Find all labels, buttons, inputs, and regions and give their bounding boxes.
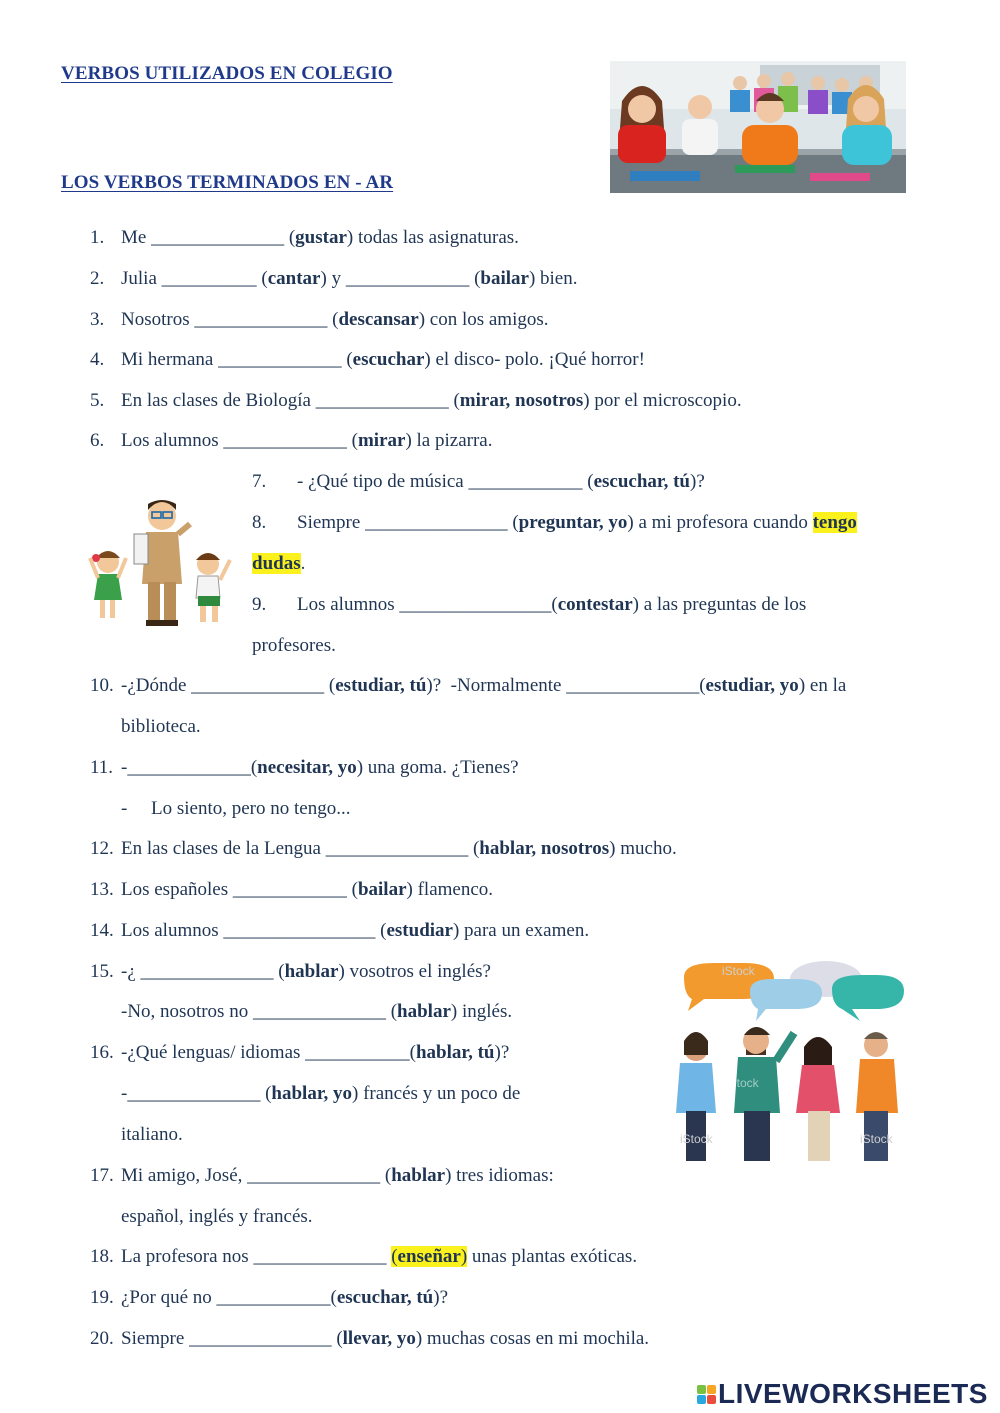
answer-blank[interactable]: ____________: [468, 471, 583, 492]
item-number: 15.: [90, 961, 114, 982]
item-text: Mi hermana: [121, 349, 214, 370]
verb-hint: hablar, tú: [415, 1042, 495, 1063]
item-number: 2.: [90, 268, 105, 289]
answer-blank[interactable]: ______________: [140, 961, 274, 982]
liveworksheets-logo: [697, 1378, 988, 1410]
item-number: 1.: [90, 227, 105, 248]
verb-hint: necesitar, yo: [257, 757, 357, 778]
verb-hint: hablar: [391, 1165, 446, 1186]
verb-hint: cantar: [267, 268, 321, 289]
verb-hint: descansar: [338, 309, 419, 330]
exercise-item: 6. Los alumnos _____________ (mirar) la pizarra.: [90, 430, 493, 451]
item-text: Julia: [121, 268, 157, 289]
exercise-item-continuation: -No, nosotros no ______________ (hablar) inglés.: [121, 1001, 513, 1022]
answer-blank[interactable]: ________________: [223, 920, 376, 941]
answer-blank[interactable]: ______________: [566, 675, 700, 696]
item-number: 17.: [90, 1165, 114, 1186]
exercise-item: 3. Nosotros ______________ (descansar) con los amigos.: [90, 309, 549, 330]
exercise-item-continuation: biblioteca.: [121, 716, 201, 737]
item-text: con los amigos.: [429, 309, 549, 330]
exercise-item: 7. - ¿Qué tipo de música ____________ (escuchar, tú)?: [252, 471, 705, 492]
answer-blank[interactable]: ______________: [247, 1165, 381, 1186]
verb-hint: bailar: [357, 879, 407, 900]
exercise-item-continuation: español, inglés y francés.: [121, 1206, 313, 1227]
exercise-item: 12. En las clases de la Lengua _______________ (hablar, nosotros) mucho.: [90, 838, 677, 859]
item-number: 19.: [90, 1287, 114, 1308]
verb-hint: hablar, yo: [271, 1083, 353, 1104]
watermark-text: iStock: [860, 1132, 893, 1146]
item-text: el disco- polo. ¡Qué horror!: [435, 349, 645, 370]
item-number: 20.: [90, 1328, 114, 1349]
answer-blank[interactable]: ___________: [305, 1042, 410, 1063]
verb-hint: bailar: [480, 268, 529, 289]
item-number: 8.: [252, 512, 267, 533]
item-text: flamenco.: [417, 879, 494, 900]
verb-hint: contestar: [557, 594, 633, 615]
verb-hint: estudiar: [386, 920, 453, 941]
item-text: en la: [809, 675, 847, 696]
item-text: .: [300, 553, 306, 574]
verb-hint: hablar: [397, 1001, 451, 1022]
item-text: ? -Normalmente: [432, 675, 562, 696]
classroom-photo: [610, 61, 906, 193]
exercise-item-continuation: [252, 552, 305, 576]
answer-blank[interactable]: ______________: [315, 390, 449, 411]
item-number: 13.: [90, 879, 114, 900]
item-number: 4.: [90, 349, 105, 370]
item-text: ?: [439, 1287, 449, 1308]
item-text: vosotros el inglés?: [349, 961, 491, 982]
answer-blank[interactable]: _______________: [365, 512, 508, 533]
item-text: -No, nosotros no: [121, 1001, 249, 1022]
exercise-item-continuation: italiano.: [121, 1124, 183, 1145]
exercise-item: 10. -¿Dónde ______________ (estudiar, tú)? -Normalmente ______________(estudiar, yo) en la: [90, 675, 847, 696]
item-text: En las clases de la Lengua: [121, 838, 321, 859]
verb-hint: estudiar, yo: [705, 675, 799, 696]
answer-blank[interactable]: ______________: [252, 1001, 386, 1022]
item-text: Me: [121, 227, 147, 248]
exercise-item: 19. ¿Por qué no ____________(escuchar, tú)?: [90, 1287, 449, 1308]
watermark-text: iStock: [680, 1132, 713, 1146]
answer-blank[interactable]: ______________: [151, 227, 285, 248]
verb-hint: escuchar, tú: [593, 471, 690, 492]
verb-hint: llevar, yo: [342, 1328, 416, 1349]
item-number: 18.: [90, 1246, 114, 1267]
item-text: a mi profesora cuando: [638, 512, 808, 533]
item-text: Los alumnos: [121, 920, 219, 941]
exercise-item: 4. Mi hermana _____________ (escuchar) el disco- polo. ¡Qué horror!: [90, 349, 645, 370]
watermark-text: iStock: [726, 1076, 759, 1090]
item-text: todas las asignaturas.: [357, 227, 519, 248]
item-text: inglés.: [461, 1001, 513, 1022]
item-number: 3.: [90, 309, 105, 330]
logo-text: LIVEWORKSHEETS: [718, 1378, 988, 1409]
exercise-item-continuation: [121, 797, 350, 821]
verb-hint: escuchar, tú: [336, 1287, 434, 1308]
verb-hint: hablar, nosotros: [479, 838, 610, 859]
item-text: a las preguntas de los: [643, 594, 807, 615]
item-number: 5.: [90, 390, 105, 411]
item-text: Los alumnos: [297, 594, 395, 615]
exercise-item-continuation: -______________ (hablar, yo) francés y un poco de: [121, 1083, 521, 1104]
item-number: 14.: [90, 920, 114, 941]
highlighted-word: tengo: [812, 512, 857, 533]
item-text: Los españoles: [121, 879, 229, 900]
verb-hint: gustar: [295, 227, 347, 248]
answer-blank[interactable]: _____________: [127, 757, 251, 778]
answer-blank[interactable]: ______________: [127, 1083, 261, 1104]
watermark-text: iStock: [722, 964, 755, 978]
answer-blank[interactable]: _____________: [218, 349, 342, 370]
answer-blank[interactable]: ______________: [191, 675, 325, 696]
people-talking-illustration: [664, 957, 912, 1165]
highlighted-verb-hint: (enseñar): [391, 1246, 468, 1267]
exercise-item: 5. En las clases de Biología ______________ (mirar, nosotros) por el microscopio.: [90, 390, 742, 411]
item-text: Los alumnos: [121, 430, 219, 451]
item-text: En las clases de Biología: [121, 390, 311, 411]
item-text: la pizarra.: [416, 430, 493, 451]
verb-hint: hablar: [284, 961, 339, 982]
exercise-item: 13. Los españoles ____________ (bailar) flamenco.: [90, 879, 494, 900]
item-text: muchas cosas en mi mochila.: [426, 1328, 650, 1349]
verb-hint: enseñar: [397, 1246, 461, 1267]
item-number: 9.: [252, 594, 267, 615]
liveworksheets-logo-icon: [697, 1385, 716, 1404]
item-number: 16.: [90, 1042, 114, 1063]
item-text: bien.: [540, 268, 578, 289]
item-text: - ¿Qué tipo de música: [297, 471, 464, 492]
item-text: para un examen.: [464, 920, 590, 941]
item-number: 11.: [90, 757, 114, 778]
item-text: -: [121, 757, 128, 778]
answer-blank[interactable]: _____________: [223, 430, 347, 451]
section-subtitle: LOS VERBOS TERMINADOS EN - AR: [61, 172, 394, 193]
answer-blank[interactable]: _______________: [189, 1328, 332, 1349]
verb-hint: mirar, nosotros: [459, 390, 584, 411]
exercise-item: 20. Siempre _______________ (llevar, yo) muchas cosas en mi mochila.: [90, 1328, 650, 1349]
answer-blank[interactable]: ________________: [399, 594, 552, 615]
exercise-item: 8. Siempre _______________ (preguntar, yo) a mi profesora cuando tengo: [252, 512, 857, 533]
item-text: ?: [696, 471, 705, 492]
exercise-item: 17. Mi amigo, José, ______________ (hablar) tres idiomas:: [90, 1165, 554, 1186]
item-text: Lo siento, pero no tengo...: [151, 798, 351, 819]
item-text: francés y un poco de: [363, 1083, 521, 1104]
item-text: -¿Dónde: [121, 675, 187, 696]
exercise-item: 11. -_____________(necesitar, yo) una goma. ¿Tienes?: [90, 757, 519, 778]
answer-blank[interactable]: _______________: [325, 838, 469, 859]
exercise-item: 9. Los alumnos ________________(contestar) a las preguntas de los: [252, 594, 807, 615]
item-text: ?: [500, 1042, 510, 1063]
answer-blank[interactable]: ____________: [216, 1287, 331, 1308]
item-text: Siempre: [297, 512, 361, 533]
item-text: ¿Por qué no: [121, 1287, 212, 1308]
item-text: Nosotros: [121, 309, 190, 330]
verb-hint: preguntar, yo: [518, 512, 628, 533]
teacher-cartoon: [84, 494, 236, 636]
highlighted-word: dudas: [252, 553, 301, 574]
item-text: y: [331, 268, 342, 289]
item-number: 10.: [90, 675, 114, 696]
item-number: 6.: [90, 430, 105, 451]
item-text: una goma. ¿Tienes?: [367, 757, 519, 778]
item-text: por el microscopio.: [594, 390, 742, 411]
exercise-item: [90, 1245, 637, 1269]
answer-blank[interactable]: _____________: [345, 268, 470, 289]
verb-hint: estudiar, tú: [335, 675, 427, 696]
item-text: unas plantas exóticas.: [471, 1246, 638, 1267]
item-text: mucho.: [620, 838, 677, 859]
reply-dash: -: [121, 798, 128, 819]
verb-hint: escuchar: [352, 349, 425, 370]
item-number: 7.: [252, 471, 267, 492]
answer-blank[interactable]: ______________: [194, 309, 328, 330]
item-number: 12.: [90, 838, 114, 859]
item-text: Mi amigo, José,: [121, 1165, 243, 1186]
worksheet-title: VERBOS UTILIZADOS EN COLEGIO: [61, 63, 393, 84]
answer-blank[interactable]: __________: [161, 268, 257, 289]
item-text: -¿Qué lenguas/ idiomas: [121, 1042, 301, 1063]
exercise-item: 14. Los alumnos ________________ (estudiar) para un examen.: [90, 920, 590, 941]
item-text: tres idiomas:: [456, 1165, 554, 1186]
item-text: La profesora nos: [121, 1246, 249, 1267]
exercise-item: 1. Me ______________ (gustar) todas las asignaturas.: [90, 227, 519, 248]
exercise-item: 15. -¿ ______________ (hablar) vosotros el inglés?: [90, 961, 491, 982]
verb-hint: mirar: [357, 430, 406, 451]
item-text: -: [121, 1083, 128, 1104]
exercise-item-continuation: profesores.: [252, 635, 336, 656]
item-text: Siempre: [121, 1328, 185, 1349]
exercise-item: 16. -¿Qué lenguas/ idiomas ___________(hablar, tú)?: [90, 1042, 510, 1063]
item-text: -¿: [121, 961, 136, 982]
answer-blank[interactable]: ______________: [253, 1246, 387, 1267]
answer-blank[interactable]: ____________: [232, 879, 347, 900]
exercise-item: 2. Julia __________ (cantar) y _____________ (bailar) bien.: [90, 268, 578, 289]
